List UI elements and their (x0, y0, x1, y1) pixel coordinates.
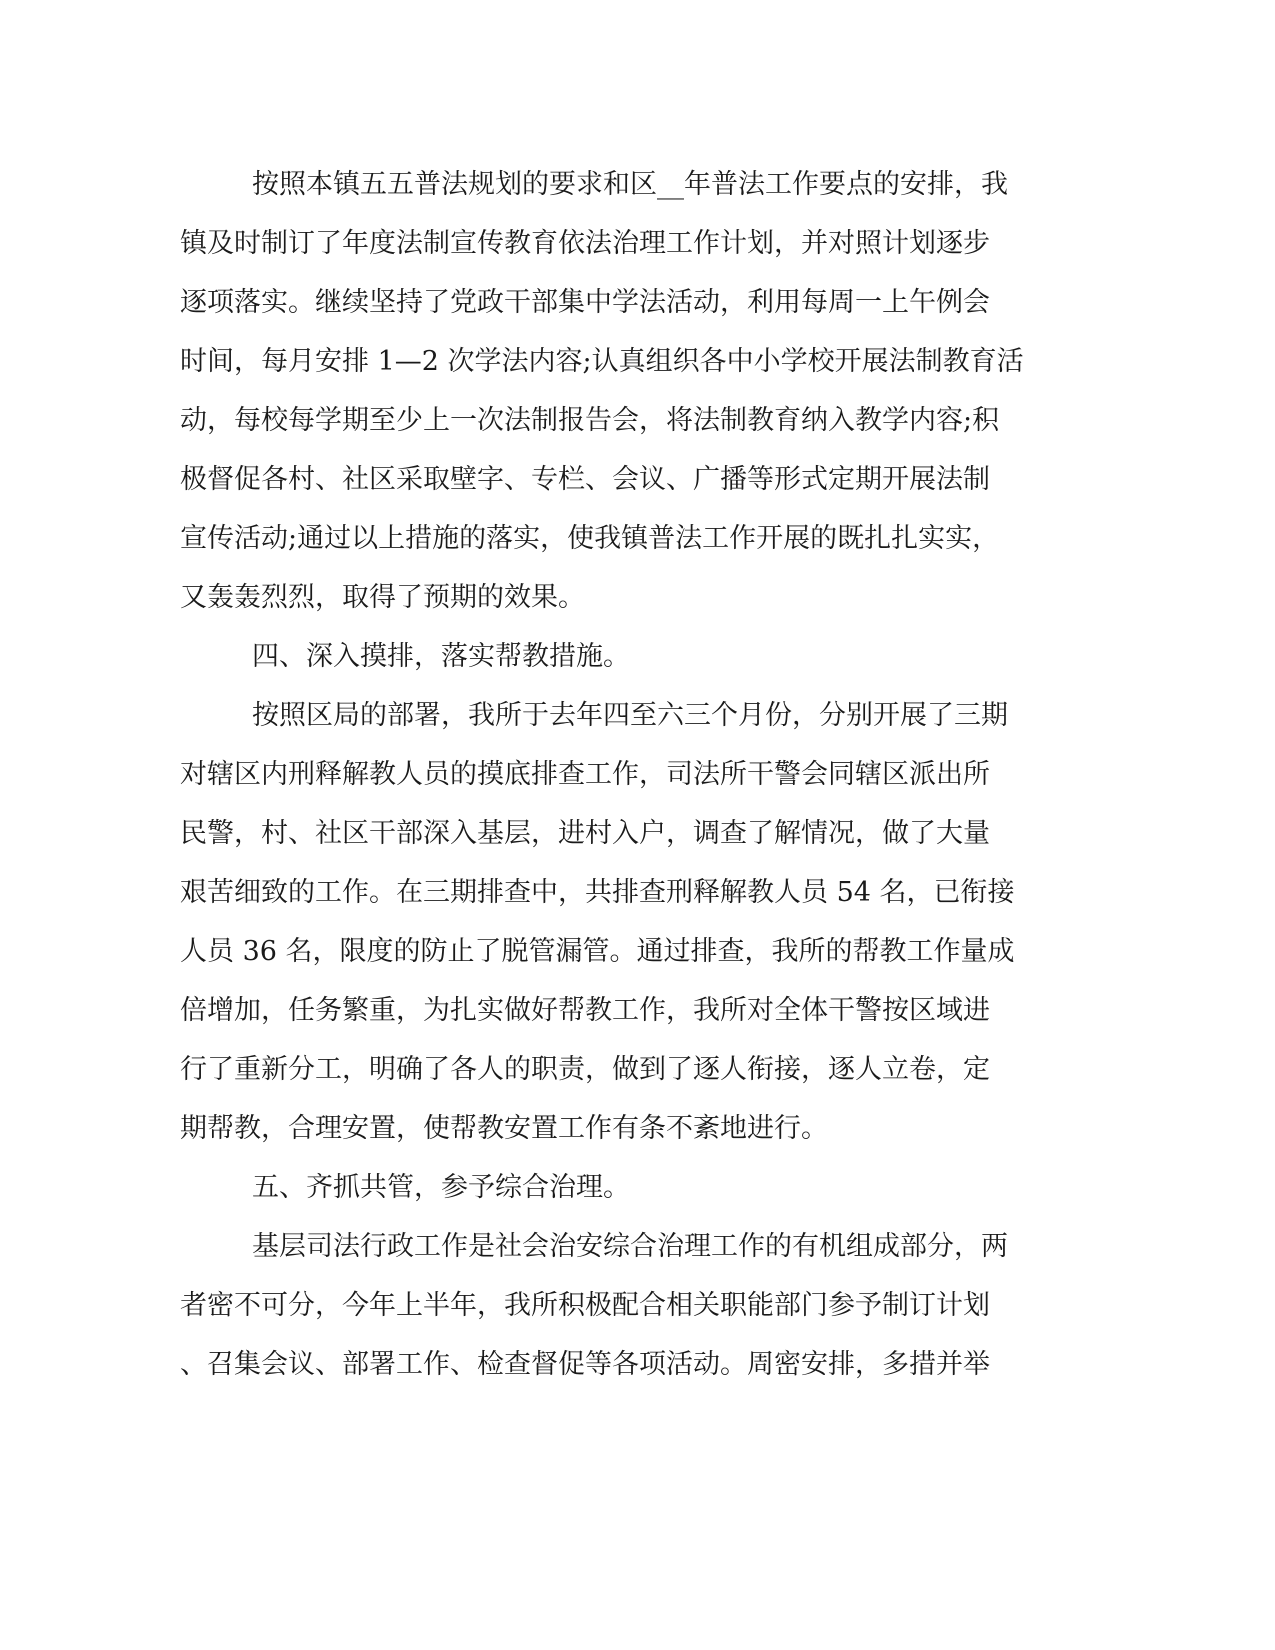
section-heading: 五、齐抓共管，参予综合治理。 (252, 1172, 630, 1203)
paragraph-line: 按照区局的部署，我所于去年四至六三个月份，分别开展了三期 (252, 700, 1008, 731)
section-heading: 四、深入摸排，落实帮教措施。 (252, 641, 630, 672)
paragraph-line: 倍增加，任务繁重，为扎实做好帮教工作，我所对全体干警按区域进 (180, 995, 990, 1026)
paragraph-line: 对辖区内刑释解教人员的摸底排查工作，司法所干警会同辖区派出所 (180, 759, 990, 790)
paragraph-line: 、召集会议、部署工作、检查督促等各项活动。周密安排，多措并举 (180, 1349, 990, 1380)
paragraph-line: 人员 36 名，限度的防止了脱管漏管。通过排查，我所的帮教工作量成 (180, 936, 1015, 967)
paragraph-line: 基层司法行政工作是社会治安综合治理工作的有机组成部分，两 (252, 1231, 1008, 1262)
paragraph-line: 逐项落实。继续坚持了党政干部集中学法活动，利用每周一上午例会 (180, 287, 990, 318)
paragraph-line: 宣传活动;通过以上措施的落实，使我镇普法工作开展的既扎扎实实， (180, 523, 1000, 554)
paragraph-line: 民警，村、社区干部深入基层，进村入户，调查了解情况，做了大量 (180, 818, 990, 849)
paragraph-line: 行了重新分工，明确了各人的职责，做到了逐人衔接，逐人立卷，定 (180, 1054, 990, 1085)
paragraph-line: 动，每校每学期至少上一次法制报告会，将法制教育纳入教学内容;积 (180, 405, 1000, 436)
paragraph-line: 极督促各村、社区采取壁字、专栏、会议、广播等形式定期开展法制 (180, 464, 990, 495)
paragraph-line: 按照本镇五五普法规划的要求和区__年普法工作要点的安排，我 (252, 169, 1008, 200)
paragraph-line: 时间，每月安排 1—2 次学法内容;认真组织各中小学校开展法制教育活 (180, 346, 1024, 377)
paragraph-line: 艰苦细致的工作。在三期排查中，共排查刑释解教人员 54 名，已衔接 (180, 877, 1015, 908)
paragraph-line: 者密不可分，今年上半年，我所积极配合相关职能部门参予制订计划 (180, 1290, 990, 1321)
paragraph-line: 又轰轰烈烈，取得了预期的效果。 (180, 582, 585, 613)
paragraph-line: 镇及时制订了年度法制宣传教育依法治理工作计划，并对照计划逐步 (180, 228, 990, 259)
document-body (180, 155, 1035, 1394)
paragraph-line: 期帮教，合理安置，使帮教安置工作有条不紊地进行。 (180, 1113, 828, 1144)
